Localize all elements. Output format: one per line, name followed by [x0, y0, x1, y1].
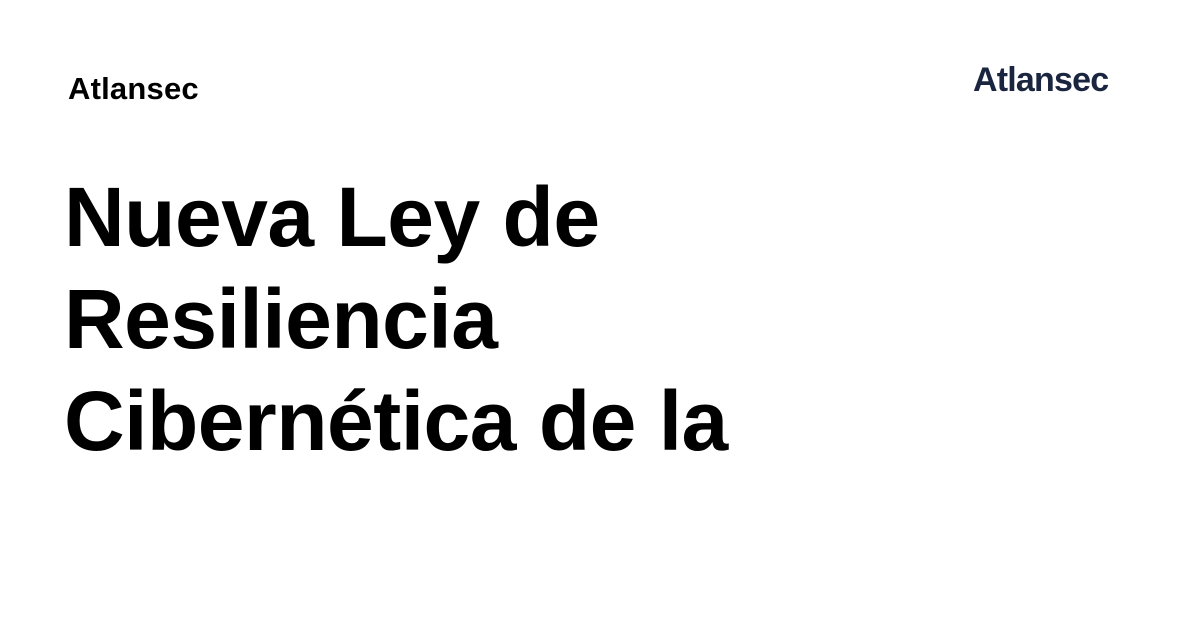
brand-logo[interactable] [972, 58, 1118, 98]
article-title-line: Resiliencia [64, 272, 498, 366]
article-title-line: Cibernética de la [64, 374, 728, 468]
article-title-line: Nueva Ley de [64, 170, 600, 264]
article-title [64, 166, 864, 472]
site-name: Atlansec [68, 71, 199, 106]
logo-wordmark: Atlansec [973, 61, 1109, 98]
atlansec-logo-icon [972, 58, 1118, 98]
